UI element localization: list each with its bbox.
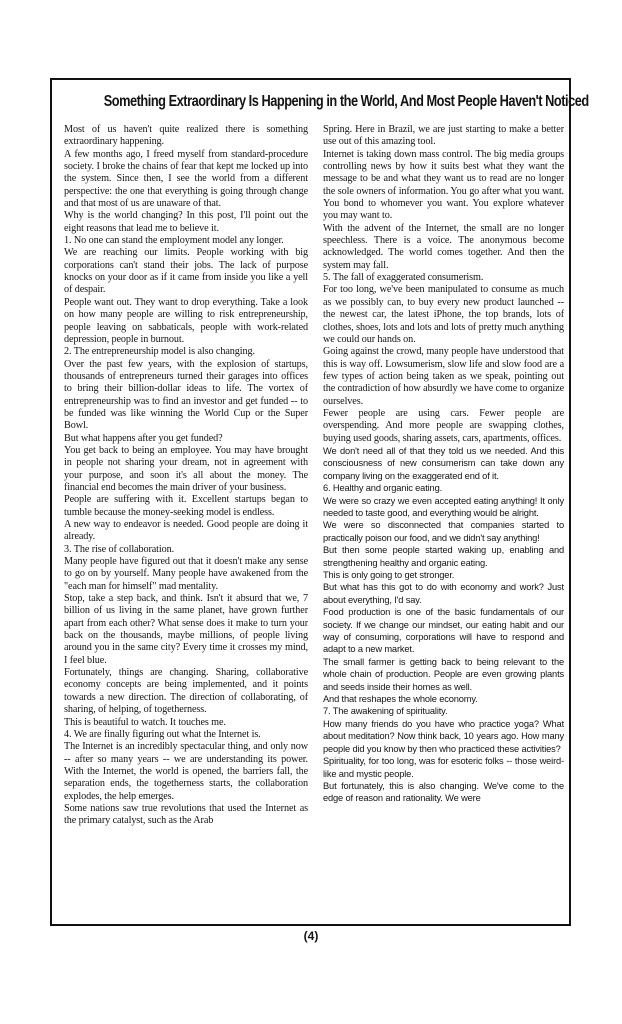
paragraph: For too long, we've been manipulated to consume as much as we possibly can, to buy every new product launched -- the newest car, the latest iPhone, the top brands, lots of clothes, shoes, lots and lots and lots of pretty much anything we could our hands on. [323, 284, 564, 345]
paragraph: How many friends do you have who practice yoga? What about meditation? Now think back, 10 years ago. How many people did you know by then who practiced these activities? [323, 718, 564, 754]
section-heading: 4. We are finally figuring out what the Internet is. [64, 728, 261, 740]
paragraph: But then some people started waking up, enabling and strengthening healthy and organic eating. [323, 545, 564, 568]
paragraph: But what has this got to do with economy and work? Just about everything, I'd say. [323, 582, 564, 605]
right-column-serif-block [323, 124, 564, 445]
paragraph: Fewer people are using cars. Fewer people are overspending. And more people are swapping clothes, buying used goods, sharing assets, cars, apartments, offices. [323, 407, 564, 444]
paragraph: Many people have figured out that it doesn't make any sense to go on by yourself. Many people have awakened from the "each man for himself" mad mentality. [64, 556, 308, 592]
paragraph: We don't need all of that they told us we needed. And this consciousness of new consumerism can take down any company living on the exaggerated end of it. [323, 445, 564, 481]
paragraph: People want out. They want to drop everything. Take a look on how many people are willing to risk entrepreneurship, people leaving on sabbaticals, people with work-related depression, people in burnout. [64, 296, 308, 345]
paragraph: But fortunately, this is also changing. We've come to the edge of reason and rationality. We were [323, 780, 564, 804]
paragraph: The Internet is an incredibly spectacular thing, and only now -- after so many years -- we are understanding its power. With the Internet, the world is opened, the barriers fall, the separation ends, the togetherness starts, the collaboration explodes, the help emerges. [64, 741, 308, 802]
paragraph: Food production is one of the basic fundamentals of our society. If we change our mindset, our eating habit and our way of consuming, corporations will have to respond and adapt to a new market. [323, 607, 564, 655]
paragraph: You get back to being an employee. You may have brought in people not sharing your dream, not in agreement with your purpose, and soon it's all about the money. The financial end becomes the main driver of your business. [64, 444, 308, 493]
paragraph: Internet is taking down mass control. The big media groups controlling news by how it suits best what they want the message to be and what they want us to read are no longer the sole owners of information. You go after what you want. You bond to whomever you want. You explore whatever you may want to. [323, 148, 564, 222]
right-column-sans-block [323, 445, 564, 805]
section-heading: 7. The awakening of spirituality. [323, 706, 448, 717]
article-title: Something Extraordinary Is Happening in the World, And Most People Haven't Noticed [103, 93, 589, 110]
paragraph: Most of us haven't quite realized there is something extraordinary happening. [64, 124, 308, 148]
paragraph: Spirituality, for too long, was for esoteric folks -- those weird-like and mystic people. [323, 756, 564, 779]
paragraph: A few months ago, I freed myself from standard-procedure society. I broke the chains of fear that kept me locked up into the system. Since then, I see the world from a different perspective: the one that everything is going through change and that most of us are unaware of that. [64, 148, 308, 210]
paragraph: Over the past few years, with the explosion of startups, thousands of entrepreneurs turned their garages into offices to bring their billion-dollar ideas to life. The vortex of entrepreneurship was to find an investor and get funded -- to be funded was like winning the World Cup or the Super Bowl. [64, 358, 308, 432]
paragraph: We were so disconnected that companies started to practically poison our food, and we didn't say anything! [323, 520, 564, 543]
section-heading: 5. The fall of exaggerated consumerism. [323, 272, 484, 284]
section-heading: 6. Healthy and organic eating. [323, 483, 443, 494]
paragraph: The small farmer is getting back to being relevant to the whole chain of production. People are even growing plants and seeds inside their homes as well. [323, 656, 564, 692]
section-heading: 2. The entrepreneurship model is also changing. [64, 346, 255, 358]
paragraph: Spring. Here in Brazil, we are just starting to make a better use out of this amazing tool. [323, 124, 564, 148]
paragraph: Some nations saw true revolutions that used the Internet as the primary catalyst, such as the Arab [64, 802, 308, 827]
paragraph: People are suffering with it. Excellent startups began to tumble because the money-seeking model is endless. [64, 494, 308, 518]
paragraph: Going against the crowd, many people have understood that this is way off. Lowsumerism, slow life and slow food are a few types of action being taken as we speak, pointing out the contradiction of how absurdly we have come to organize ourselves. [323, 346, 564, 407]
paragraph: This is beautiful to watch. It touches me. [64, 716, 226, 728]
paragraph: We were so crazy we even accepted eating anything! It only needed to taste good, and everything would be alright. [323, 495, 564, 518]
paragraph: Stop, take a step back, and think. Isn't it absurd that we, 7 billion of us living in the same planet, have grown further apart from each other? What sense does it make to turn your back on the thousands, maybe millions, of people living around you in the same city? Every time it crosses my mind, I feel blue. [64, 593, 308, 666]
section-heading: 1. No one can stand the employment model any longer. [64, 235, 284, 247]
paragraph: And that reshapes the whole economy. [323, 694, 478, 705]
right-column [323, 124, 564, 924]
paragraph: We are reaching our limits. People working with big corporations can't stand their jobs. The lack of purpose knocks on your door as if it came from inside you like a yell of despair. [64, 247, 308, 296]
paragraph: Why is the world changing? In this post, I'll point out the eight reasons that lead me to believe it. [64, 210, 308, 234]
paragraph: This is only going to get stronger. [323, 570, 455, 580]
paragraph: With the advent of the Internet, the small are no longer speechless. There is a voice. The anonymous become acknowledged. The world comes together. And then the system may fall. [323, 222, 564, 271]
page-number: (4) [303, 929, 319, 943]
left-column [64, 124, 308, 924]
paragraph: A new way to endeavor is needed. Good people are doing it already. [64, 519, 308, 543]
section-heading: 3. The rise of collaboration. [64, 543, 175, 555]
paragraph: But what happens after you get funded? [64, 432, 223, 444]
paragraph: Fortunately, things are changing. Sharing, collaborative economy concepts are being implemented, and it points towards a new direction. The direction of collaborating, of sharing, of helping, of togetherness. [64, 667, 308, 716]
